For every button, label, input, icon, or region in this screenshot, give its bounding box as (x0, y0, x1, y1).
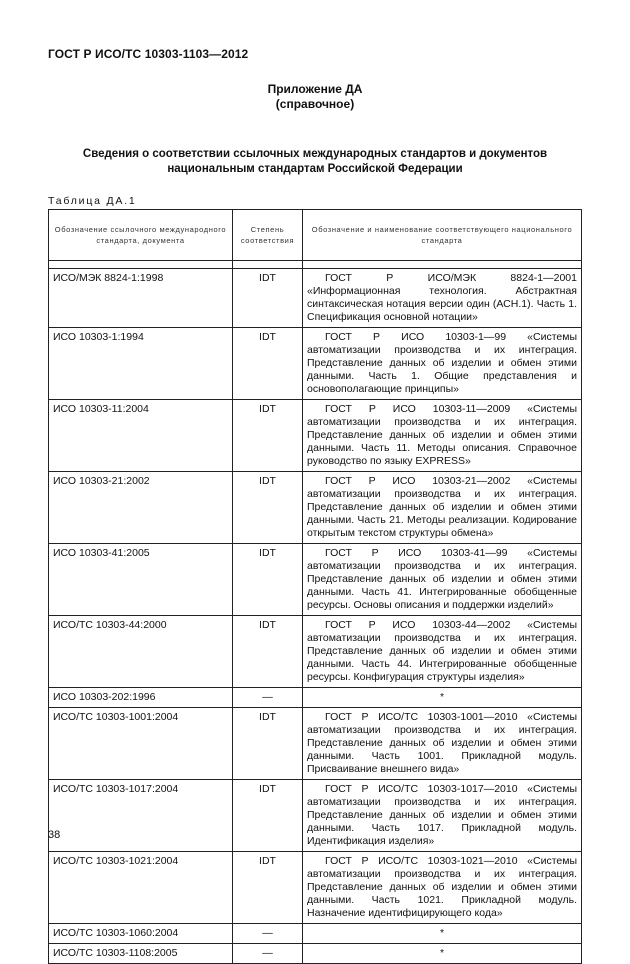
cell-national-standard: ГОСТ Р ИСО 10303-44—2002 «Системы автоматизации производства и их интеграция. Представление данных об изделии и обмен этими данными. Часть 44. Интегрированные обобщенные ресурсы. Конфигурация структуры изделия» (303, 616, 582, 688)
cell-degree: IDT (233, 269, 303, 328)
section-title (0, 147, 630, 177)
cell-code: ИСО/МЭК 8824-1:1998 (49, 269, 233, 328)
cell-code: ИСО/ТС 10303-1108:2005 (49, 944, 233, 964)
table-row (49, 924, 582, 944)
page-number: 38 (48, 829, 61, 841)
cell-degree: IDT (233, 328, 303, 400)
annex-subtitle: (справочное) (275, 97, 355, 111)
cell-national-standard: * (303, 688, 582, 708)
cell-national-standard: ГОСТ Р ИСО 10303-21—2002 «Системы автоматизации производства и их интеграция. Представление данных об изделии и обмен этими данными. Часть 21. Методы реализации. Кодирование открытым текстом структуры обмена» (303, 472, 582, 544)
header-code: Обозначение ссылочного международного стандарта, документа (49, 210, 233, 261)
cell-national-standard: ГОСТ Р ИСО/ТС 10303-1017—2010 «Системы автоматизации производства и их интеграция. Представление данных об изделии и обмен этими данными. Часть 1017. Прикладной модуль. Идентификация изделия» (303, 780, 582, 852)
cell-code: ИСО 10303-21:2002 (49, 472, 233, 544)
page-header: ГОСТ Р ИСО/ТС 10303-1103—2012 (48, 47, 249, 61)
cell-degree: IDT (233, 852, 303, 924)
cell-national-standard: ГОСТ Р ИСО 10303-1—99 «Системы автоматизации производства и их интеграция. Представление данных об изделии и обмен этими данными. Часть 1. Общие представления и основополагающие принципы» (303, 328, 582, 400)
cell-degree: IDT (233, 780, 303, 852)
cell-national-standard: * (303, 944, 582, 964)
cell-code: ИСО 10303-11:2004 (49, 400, 233, 472)
cell-code: ИСО 10303-202:1996 (49, 688, 233, 708)
cell-degree: — (233, 924, 303, 944)
table-caption: Таблица ДА.1 (48, 195, 137, 207)
cell-code: ИСО/ТС 10303-1021:2004 (49, 852, 233, 924)
cell-degree: — (233, 944, 303, 964)
cell-degree: — (233, 688, 303, 708)
table-row (49, 708, 582, 780)
cell-degree: IDT (233, 708, 303, 780)
table-row (49, 616, 582, 688)
header-degree: Степень соответствия (233, 210, 303, 261)
section-title-line-2: национальным стандартам Российской Федерации (167, 163, 463, 175)
cell-code: ИСО/ТС 10303-44:2000 (49, 616, 233, 688)
table-header-row (49, 210, 582, 261)
cell-national-standard: ГОСТ Р ИСО/МЭК 8824-1—2001 «Информационная технология. Абстрактная синтаксическая нотация версии один (АСН.1). Часть 1. Спецификация основной нотации» (303, 269, 582, 328)
cell-code: ИСО 10303-1:1994 (49, 328, 233, 400)
cell-code: ИСО/ТС 10303-1017:2004 (49, 780, 233, 852)
header-name: Обозначение и наименование соответствующего национального стандарта (303, 210, 582, 261)
table-row (49, 544, 582, 616)
cell-national-standard: ГОСТ Р ИСО 10303-41—99 «Системы автоматизации производства и их интеграция. Представление данных об изделии и обмен этими данными. Часть 41. Интегрированные обобщенные ресурсы. Основы описания и поддержки изделий» (303, 544, 582, 616)
table-body (49, 261, 582, 964)
table-row (49, 269, 582, 328)
cell-national-standard: ГОСТ Р ИСО/ТС 10303-1021—2010 «Системы автоматизации производства и их интеграция. Представление данных об изделии и обмен этими данными. Часть 1021. Прикладной модуль. Назначение идентифицирующего кода» (303, 852, 582, 924)
cell-code: ИСО 10303-41:2005 (49, 544, 233, 616)
cell-degree: IDT (233, 544, 303, 616)
cell-national-standard: ГОСТ Р ИСО 10303-11—2009 «Системы автоматизации производства и их интеграция. Представление данных об изделии и обмен этими данными. Часть 11. Методы описания. Справочное руководство по языку EXPRESS» (303, 400, 582, 472)
table-row (49, 472, 582, 544)
table-row (49, 780, 582, 852)
correspondence-table (48, 209, 582, 964)
cell-national-standard: ГОСТ Р ИСО/ТС 10303-1001—2010 «Системы автоматизации производства и их интеграция. Представление данных об изделии и обмен этими данными. Часть 1001. Прикладной модуль. Присваивание внешнего вида» (303, 708, 582, 780)
cell-code: ИСО/ТС 10303-1060:2004 (49, 924, 233, 944)
cell-degree: IDT (233, 616, 303, 688)
table-spacer-row (49, 261, 582, 269)
table-row (49, 400, 582, 472)
cell-code: ИСО/ТС 10303-1001:2004 (49, 708, 233, 780)
cell-degree: IDT (233, 400, 303, 472)
table-row (49, 944, 582, 964)
annex-heading (0, 82, 630, 112)
section-title-line-1: Сведения о соответствии ссылочных международных стандартов и документов (82, 148, 548, 160)
annex-title: Приложение ДА (267, 82, 363, 96)
table-row (49, 688, 582, 708)
cell-national-standard: * (303, 924, 582, 944)
table-row (49, 328, 582, 400)
cell-degree: IDT (233, 472, 303, 544)
